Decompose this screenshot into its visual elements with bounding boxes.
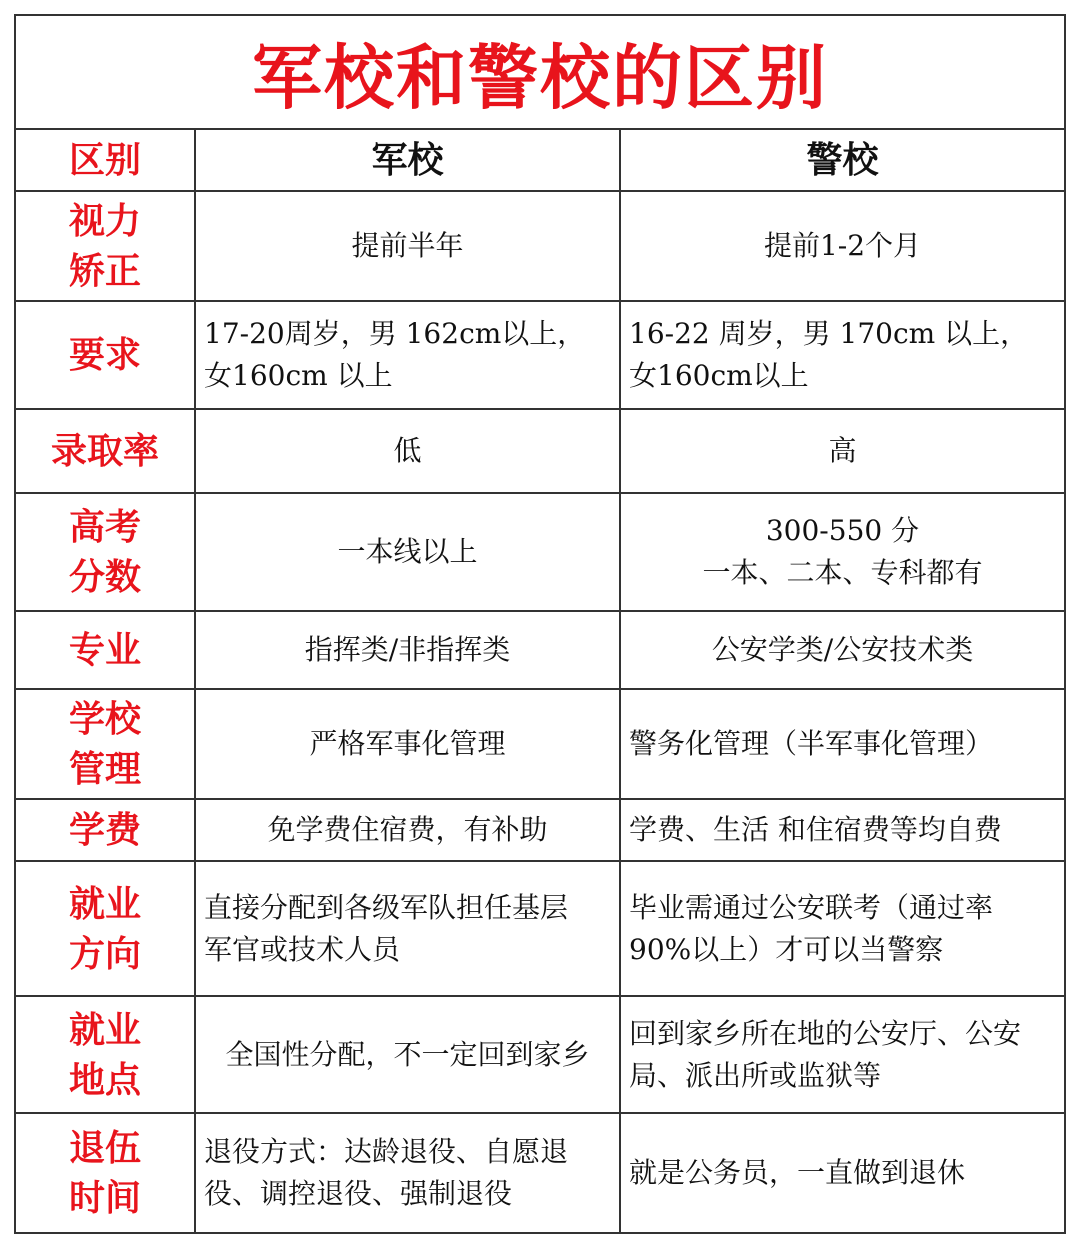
table-row — [16, 494, 1064, 612]
row-label: 视力 矫正 — [16, 192, 196, 300]
police-cell: 300-550 分 一本、二本、专科都有 — [702, 514, 983, 589]
row-label: 退伍 时间 — [16, 1114, 196, 1232]
header-police: 警校 — [806, 139, 879, 181]
row-label: 专业 — [16, 612, 196, 688]
page-title: 军校和警校的区别 — [16, 16, 1064, 130]
row-label: 学校 管理 — [16, 690, 196, 798]
military-cell: 全国性分配，不一定回到家乡 — [196, 997, 621, 1112]
row-label: 就业 方向 — [16, 862, 196, 995]
table-header-row — [16, 130, 1064, 192]
table-row — [16, 800, 1064, 862]
police-cell: 就是公务员，一直做到退休 — [629, 1156, 966, 1189]
row-label: 要求 — [16, 302, 196, 408]
military-cell: 17-20周岁，男 162cm以上， 女160cm 以上 — [196, 302, 621, 408]
police-cell: 毕业需通过公安联考（通过率 90%以上）才可以当警察 — [629, 890, 994, 966]
comparison-table — [14, 14, 1066, 1234]
row-label: 录取率 — [16, 410, 196, 492]
row-label: 学费 — [16, 800, 196, 860]
table-row — [16, 612, 1064, 690]
row-label: 就业 地点 — [16, 997, 196, 1112]
header-label: 区别 — [16, 130, 196, 190]
table-row — [16, 302, 1064, 410]
police-cell: 学费、生活 和住宿费等均自费 — [629, 813, 1002, 846]
military-cell: 一本线以上 — [196, 494, 621, 610]
military-cell: 提前半年 — [196, 192, 621, 300]
table-row — [16, 997, 1064, 1114]
military-cell: 退役方式：达龄退役、自愿退 役、调控退役、强制退役 — [196, 1114, 621, 1232]
police-cell: 16-22 周岁，男 170cm 以上， 女160cm以上 — [629, 317, 1029, 392]
table-row — [16, 862, 1064, 997]
police-cell: 公安学类/公安技术类 — [711, 633, 974, 666]
police-cell: 警务化管理（半军事化管理） — [629, 727, 994, 760]
military-cell: 指挥类/非指挥类 — [196, 612, 621, 688]
table-row — [16, 192, 1064, 302]
police-cell: 提前1-2个月 — [763, 229, 922, 262]
military-cell: 低 — [196, 410, 621, 492]
police-cell: 回到家乡所在地的公安厅、公安 局、派出所或监狱等 — [629, 1016, 1022, 1092]
military-cell: 直接分配到各级军队担任基层 军官或技术人员 — [196, 862, 621, 995]
header-military: 军校 — [196, 130, 621, 190]
table-row — [16, 410, 1064, 494]
row-label: 高考 分数 — [16, 494, 196, 610]
military-cell: 免学费住宿费，有补助 — [196, 800, 621, 860]
table-row — [16, 1114, 1064, 1232]
military-cell: 严格军事化管理 — [196, 690, 621, 798]
table-row — [16, 690, 1064, 800]
police-cell: 高 — [828, 434, 857, 467]
